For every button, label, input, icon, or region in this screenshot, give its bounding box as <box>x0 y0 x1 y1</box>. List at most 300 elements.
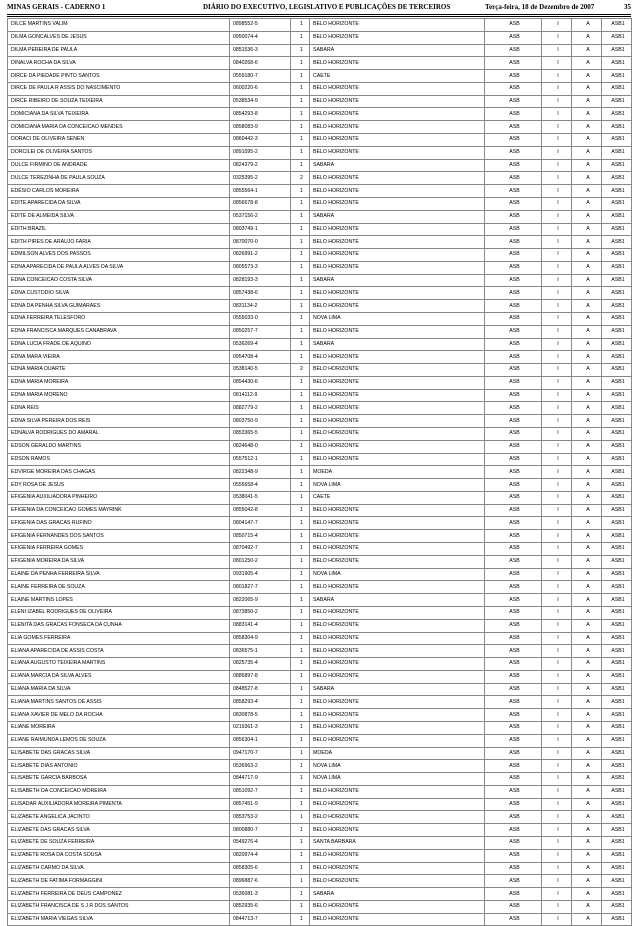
city-cell: BELO HORIZONTE <box>310 453 485 466</box>
admission-cell: 1 <box>291 108 310 121</box>
masp-cell: 0858305-6 <box>230 862 291 875</box>
position-cell: ASB1 <box>602 134 632 147</box>
level-cell: I <box>542 210 572 223</box>
masp-cell: 0931905-4 <box>230 568 291 581</box>
masp-cell: 0801827-7 <box>230 581 291 594</box>
career-cell: ASB <box>485 862 542 875</box>
name-cell: EDITE DE ALMEIDA SILVA <box>8 210 230 223</box>
level-cell: I <box>542 57 572 70</box>
position-cell: ASB1 <box>602 44 632 57</box>
level-cell: I <box>542 274 572 287</box>
career-cell: ASB <box>485 210 542 223</box>
career-cell: ASB <box>485 645 542 658</box>
grade-cell: A <box>572 517 602 530</box>
level-cell: I <box>542 594 572 607</box>
city-cell: BELO HORIZONTE <box>310 31 485 44</box>
admission-cell: 1 <box>291 287 310 300</box>
city-cell: BELO HORIZONTE <box>310 619 485 632</box>
table-row <box>8 31 632 44</box>
position-cell: ASB1 <box>602 70 632 83</box>
name-cell: DIRCE RIBEIRO DE SOUZA TEIXEIRA <box>8 95 230 108</box>
admission-cell: 1 <box>291 543 310 556</box>
grade-cell: A <box>572 530 602 543</box>
level-cell: I <box>542 82 572 95</box>
admission-cell: 1 <box>291 325 310 338</box>
masp-cell: 0850257-7 <box>230 325 291 338</box>
admission-cell: 1 <box>291 875 310 888</box>
city-cell: SABARA <box>310 594 485 607</box>
masp-cell: 0555033-0 <box>230 312 291 325</box>
city-cell: BELO HORIZONTE <box>310 121 485 134</box>
grade-cell: A <box>572 70 602 83</box>
grade-cell: A <box>572 504 602 517</box>
name-cell: EDNA SILVA PEREIRA DOS REIS <box>8 415 230 428</box>
masp-cell: 0860442-3 <box>230 134 291 147</box>
city-cell: BELO HORIZONTE <box>310 57 485 70</box>
name-cell: ELIANE RAIMUNDA LEMOS DE SOUZA <box>8 734 230 747</box>
career-cell: ASB <box>485 415 542 428</box>
grade-cell: A <box>572 376 602 389</box>
name-cell: EFIGENIA AUXILIADORA PINHEIRO <box>8 491 230 504</box>
table-row <box>8 555 632 568</box>
admission-cell: 1 <box>291 82 310 95</box>
masp-cell: 0537156-2 <box>230 210 291 223</box>
city-cell: BELO HORIZONTE <box>310 108 485 121</box>
city-cell: BELO HORIZONTE <box>310 517 485 530</box>
table-row <box>8 530 632 543</box>
masp-cell: 0856678-8 <box>230 197 291 210</box>
name-cell: ELIANA MARIA DA SILVA <box>8 683 230 696</box>
name-cell: EDNA MARIA DUARTE <box>8 364 230 377</box>
city-cell: BELO HORIZONTE <box>310 670 485 683</box>
level-cell: I <box>542 300 572 313</box>
name-cell: ELIANA XAVIER DE MELO DA ROCHA <box>8 709 230 722</box>
career-cell: ASB <box>485 760 542 773</box>
admission-cell: 1 <box>291 479 310 492</box>
admission-cell: 1 <box>291 466 310 479</box>
admission-cell: 1 <box>291 760 310 773</box>
level-cell: I <box>542 606 572 619</box>
table-row <box>8 249 632 262</box>
city-cell: BELO HORIZONTE <box>310 581 485 594</box>
name-cell: ELIZABETE DAS GRACAS SILVA <box>8 824 230 837</box>
masp-cell: 0836575-1 <box>230 645 291 658</box>
header-rule <box>7 14 631 15</box>
position-cell: ASB1 <box>602 31 632 44</box>
grade-cell: A <box>572 146 602 159</box>
name-cell: DULCE FIRMINO DE ANDRADE <box>8 159 230 172</box>
level-cell: I <box>542 261 572 274</box>
masp-cell: 0830878-5 <box>230 709 291 722</box>
career-cell: ASB <box>485 773 542 786</box>
position-cell: ASB1 <box>602 581 632 594</box>
grade-cell: A <box>572 415 602 428</box>
career-cell: ASB <box>485 658 542 671</box>
career-cell: ASB <box>485 913 542 926</box>
position-cell: ASB1 <box>602 504 632 517</box>
table-row <box>8 760 632 773</box>
city-cell: SABARA <box>310 338 485 351</box>
city-cell: NOVA LIMA <box>310 760 485 773</box>
career-cell: ASB <box>485 274 542 287</box>
grade-cell: A <box>572 632 602 645</box>
city-cell: BELO HORIZONTE <box>310 236 485 249</box>
name-cell: EFIGENIA FERNANDES DOS SANTOS <box>8 530 230 543</box>
admission-cell: 1 <box>291 338 310 351</box>
admission-cell: 1 <box>291 721 310 734</box>
level-cell: I <box>542 428 572 441</box>
career-cell: ASB <box>485 555 542 568</box>
admission-cell: 1 <box>291 453 310 466</box>
name-cell: ELIA GOMES FERREIRA <box>8 632 230 645</box>
masp-cell: 0882779-2 <box>230 402 291 415</box>
position-cell: ASB1 <box>602 121 632 134</box>
grade-cell: A <box>572 121 602 134</box>
level-cell: I <box>542 19 572 32</box>
table-row <box>8 875 632 888</box>
table-row <box>8 185 632 198</box>
level-cell: I <box>542 287 572 300</box>
city-cell: NOVA LIMA <box>310 312 485 325</box>
table-row <box>8 824 632 837</box>
table-row <box>8 837 632 850</box>
table-row <box>8 440 632 453</box>
table-row <box>8 479 632 492</box>
name-cell: EDSON GERALDO MARTINS <box>8 440 230 453</box>
career-cell: ASB <box>485 249 542 262</box>
career-cell: ASB <box>485 223 542 236</box>
position-cell: ASB1 <box>602 696 632 709</box>
career-cell: ASB <box>485 389 542 402</box>
career-cell: ASB <box>485 785 542 798</box>
admission-cell: 1 <box>291 491 310 504</box>
admission-cell: 1 <box>291 632 310 645</box>
masp-cell: 0850715-4 <box>230 530 291 543</box>
name-cell: EDY ROSA DE JESUS <box>8 479 230 492</box>
career-cell: ASB <box>485 325 542 338</box>
table-row <box>8 696 632 709</box>
city-cell: BELO HORIZONTE <box>310 504 485 517</box>
city-cell: BELO HORIZONTE <box>310 734 485 747</box>
level-cell: I <box>542 543 572 556</box>
masp-cell: 0600220-6 <box>230 82 291 95</box>
table-row <box>8 606 632 619</box>
grade-cell: A <box>572 325 602 338</box>
masp-cell: 0536963-2 <box>230 760 291 773</box>
admission-cell: 1 <box>291 146 310 159</box>
career-cell: ASB <box>485 146 542 159</box>
admission-cell: 1 <box>291 389 310 402</box>
masp-cell: 0824379-2 <box>230 159 291 172</box>
career-cell: ASB <box>485 798 542 811</box>
admission-cell: 1 <box>291 862 310 875</box>
career-cell: ASB <box>485 619 542 632</box>
career-cell: ASB <box>485 82 542 95</box>
table-row <box>8 888 632 901</box>
grade-cell: A <box>572 721 602 734</box>
career-cell: ASB <box>485 466 542 479</box>
admission-cell: 1 <box>291 709 310 722</box>
grade-cell: A <box>572 811 602 824</box>
table-row <box>8 389 632 402</box>
table-row <box>8 900 632 913</box>
name-cell: EDÉSIO CARLOS MOREIRA <box>8 185 230 198</box>
grade-cell: A <box>572 683 602 696</box>
grade-cell: A <box>572 338 602 351</box>
position-cell: ASB1 <box>602 261 632 274</box>
name-cell: ELIZABETH DE FATIMA FORMAGGINI <box>8 875 230 888</box>
level-cell: I <box>542 875 572 888</box>
grade-cell: A <box>572 274 602 287</box>
grade-cell: A <box>572 913 602 926</box>
grade-cell: A <box>572 619 602 632</box>
name-cell: EDNALVA RODRIGUES DO AMARAL <box>8 428 230 441</box>
table-row <box>8 402 632 415</box>
city-cell: MOEDA <box>310 466 485 479</box>
masp-cell: 0851092-7 <box>230 785 291 798</box>
level-cell: I <box>542 900 572 913</box>
career-cell: ASB <box>485 479 542 492</box>
level-cell: I <box>542 479 572 492</box>
admission-cell: 1 <box>291 210 310 223</box>
table-row <box>8 517 632 530</box>
level-cell: I <box>542 632 572 645</box>
city-cell: BELO HORIZONTE <box>310 376 485 389</box>
level-cell: I <box>542 619 572 632</box>
masp-cell: 0898552-5 <box>230 19 291 32</box>
position-cell: ASB1 <box>602 606 632 619</box>
name-cell: EDNA REIS <box>8 402 230 415</box>
grade-cell: A <box>572 223 602 236</box>
masp-cell: 0844717-9 <box>230 773 291 786</box>
masp-cell: 0844713-7 <box>230 913 291 926</box>
masp-cell: 0822065-9 <box>230 594 291 607</box>
grade-cell: A <box>572 82 602 95</box>
career-cell: ASB <box>485 875 542 888</box>
city-cell: BELO HORIZONTE <box>310 249 485 262</box>
table-row <box>8 747 632 760</box>
page-header <box>7 1 631 13</box>
name-cell: ELIZABETH CARMO DA SILVA <box>8 862 230 875</box>
grade-cell: A <box>572 287 602 300</box>
position-cell: ASB1 <box>602 415 632 428</box>
level-cell: I <box>542 530 572 543</box>
city-cell: CAETE <box>310 491 485 504</box>
city-cell: SABARA <box>310 888 485 901</box>
city-cell: BELO HORIZONTE <box>310 785 485 798</box>
career-cell: ASB <box>485 300 542 313</box>
admission-cell: 1 <box>291 888 310 901</box>
table-row <box>8 581 632 594</box>
level-cell: I <box>542 555 572 568</box>
career-cell: ASB <box>485 70 542 83</box>
grade-cell: A <box>572 900 602 913</box>
grade-cell: A <box>572 747 602 760</box>
grade-cell: A <box>572 453 602 466</box>
career-cell: ASB <box>485 121 542 134</box>
table-row <box>8 95 632 108</box>
position-cell: ASB1 <box>602 632 632 645</box>
name-cell: DORCILEI DE OLIVEIRA SANTOS <box>8 146 230 159</box>
name-cell: ELISABETE GARCIA BARBOSA <box>8 773 230 786</box>
position-cell: ASB1 <box>602 875 632 888</box>
table-row <box>8 287 632 300</box>
level-cell: I <box>542 108 572 121</box>
masp-cell: 0536269-4 <box>230 338 291 351</box>
admission-cell: 1 <box>291 747 310 760</box>
career-cell: ASB <box>485 747 542 760</box>
table-row <box>8 849 632 862</box>
grade-cell: A <box>572 824 602 837</box>
position-cell: ASB1 <box>602 197 632 210</box>
masp-cell: 0805573-3 <box>230 261 291 274</box>
career-cell: ASB <box>485 159 542 172</box>
masp-cell: 0854430-6 <box>230 376 291 389</box>
career-cell: ASB <box>485 428 542 441</box>
level-cell: I <box>542 376 572 389</box>
grade-cell: A <box>572 364 602 377</box>
table-row <box>8 223 632 236</box>
career-cell: ASB <box>485 172 542 185</box>
admission-cell: 1 <box>291 19 310 32</box>
name-cell: ELISABETE DAS GRACAS SILVA <box>8 747 230 760</box>
grade-cell: A <box>572 849 602 862</box>
masp-cell: 0825735-4 <box>230 658 291 671</box>
admission-cell: 1 <box>291 44 310 57</box>
admission-cell: 1 <box>291 440 310 453</box>
career-cell: ASB <box>485 287 542 300</box>
masp-cell: 0538534-9 <box>230 95 291 108</box>
level-cell: I <box>542 645 572 658</box>
table-row <box>8 134 632 147</box>
grade-cell: A <box>572 670 602 683</box>
city-cell: BELO HORIZONTE <box>310 555 485 568</box>
grade-cell: A <box>572 351 602 364</box>
city-cell: MOEDA <box>310 747 485 760</box>
city-cell: SABARA <box>310 44 485 57</box>
position-cell: ASB1 <box>602 555 632 568</box>
career-cell: ASB <box>485 543 542 556</box>
grade-cell: A <box>572 709 602 722</box>
table-row <box>8 236 632 249</box>
name-cell: DOMICIANA MARIA DA CONCEICAO MENDES <box>8 121 230 134</box>
name-cell: EDNA DA PENHA SILVA GUIMARAES <box>8 300 230 313</box>
name-cell: DULCE TEREZINHA DE PAULA SOUZA <box>8 172 230 185</box>
name-cell: ELIZABETE ROSA DA COSTA SOUSA <box>8 849 230 862</box>
city-cell: BELO HORIZONTE <box>310 913 485 926</box>
career-cell: ASB <box>485 57 542 70</box>
table-row <box>8 376 632 389</box>
level-cell: I <box>542 734 572 747</box>
table-row <box>8 862 632 875</box>
masp-cell: 0855042-8 <box>230 504 291 517</box>
city-cell: BELO HORIZONTE <box>310 824 485 837</box>
career-cell: ASB <box>485 19 542 32</box>
masp-cell: 0822348-9 <box>230 466 291 479</box>
level-cell: I <box>542 798 572 811</box>
position-cell: ASB1 <box>602 312 632 325</box>
level-cell: I <box>542 223 572 236</box>
career-cell: ASB <box>485 606 542 619</box>
admission-cell: 1 <box>291 312 310 325</box>
city-cell: BELO HORIZONTE <box>310 543 485 556</box>
level-cell: I <box>542 70 572 83</box>
table-row <box>8 57 632 70</box>
position-cell: ASB1 <box>602 223 632 236</box>
city-cell: NOVA LIMA <box>310 568 485 581</box>
name-cell: EDNA CUSTODIO SILVA <box>8 287 230 300</box>
admission-cell: 2 <box>291 364 310 377</box>
level-cell: I <box>542 31 572 44</box>
city-cell: BELO HORIZONTE <box>310 172 485 185</box>
career-cell: ASB <box>485 683 542 696</box>
admission-cell: 1 <box>291 95 310 108</box>
position-cell: ASB1 <box>602 517 632 530</box>
admission-cell: 1 <box>291 606 310 619</box>
masp-cell: 0858083-9 <box>230 121 291 134</box>
city-cell: BELO HORIZONTE <box>310 185 485 198</box>
career-cell: ASB <box>485 351 542 364</box>
employee-table <box>7 18 632 926</box>
grade-cell: A <box>572 134 602 147</box>
masp-cell: 0947170-7 <box>230 747 291 760</box>
name-cell: EFIGENIA FERREIRA GOMES <box>8 543 230 556</box>
name-cell: EDNA LUCIA FRADE DE AQUINO <box>8 338 230 351</box>
admission-cell: 1 <box>291 645 310 658</box>
masp-cell: 0852935-6 <box>230 900 291 913</box>
level-cell: I <box>542 415 572 428</box>
level-cell: I <box>542 837 572 850</box>
admission-cell: 1 <box>291 159 310 172</box>
career-cell: ASB <box>485 670 542 683</box>
position-cell: ASB1 <box>602 658 632 671</box>
admission-cell: 1 <box>291 351 310 364</box>
position-cell: ASB1 <box>602 19 632 32</box>
table-row <box>8 504 632 517</box>
name-cell: EDNA MARIA MORENO <box>8 389 230 402</box>
table-row <box>8 773 632 786</box>
city-cell: BELO HORIZONTE <box>310 798 485 811</box>
name-cell: ELAINE FERREIRA DE SOUZA <box>8 581 230 594</box>
position-cell: ASB1 <box>602 274 632 287</box>
city-cell: BELO HORIZONTE <box>310 862 485 875</box>
masp-cell: 0824648-0 <box>230 440 291 453</box>
name-cell: ELIZABETE ANGELICA JACINTO <box>8 811 230 824</box>
position-cell: ASB1 <box>602 824 632 837</box>
name-cell: DORACI DE OLIVEIRA SENEN <box>8 134 230 147</box>
city-cell: BELO HORIZONTE <box>310 95 485 108</box>
masp-cell: 0219361-3 <box>230 721 291 734</box>
position-cell: ASB1 <box>602 760 632 773</box>
table-row <box>8 312 632 325</box>
position-cell: ASB1 <box>602 82 632 95</box>
admission-cell: 1 <box>291 734 310 747</box>
table-row <box>8 82 632 95</box>
grade-cell: A <box>572 185 602 198</box>
city-cell: BELO HORIZONTE <box>310 606 485 619</box>
city-cell: BELO HORIZONTE <box>310 364 485 377</box>
publication-date: Terça-feira, 18 de Dezembro de 2007 <box>485 3 595 11</box>
masp-cell: 0883141-4 <box>230 619 291 632</box>
grade-cell: A <box>572 773 602 786</box>
career-cell: ASB <box>485 185 542 198</box>
grade-cell: A <box>572 658 602 671</box>
publication-title: MINAS GERAIS - CADERNO 1 <box>7 3 106 11</box>
name-cell: EDITH BRAZIL <box>8 223 230 236</box>
city-cell: BELO HORIZONTE <box>310 709 485 722</box>
level-cell: I <box>542 581 572 594</box>
admission-cell: 1 <box>291 300 310 313</box>
